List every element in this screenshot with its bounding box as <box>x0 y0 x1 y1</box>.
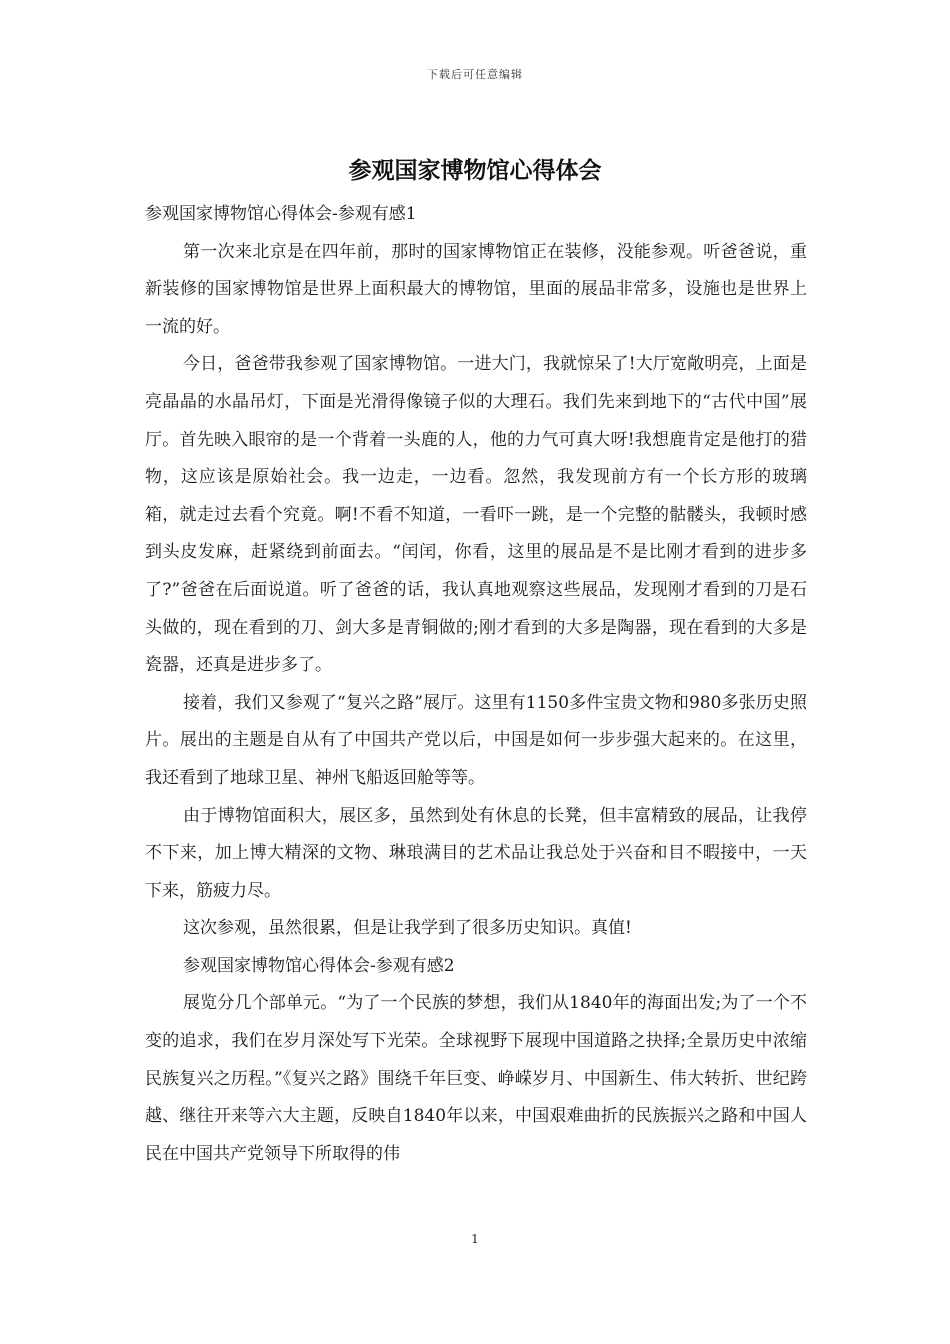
paragraph: 第一次来北京是在四年前，那时的国家博物馆正在装修，没能参观。听爸爸说，重新装修的国家博物馆是世界上面积最大的博物馆，里面的展品非常多，设施也是世界上一流的好。 <box>145 241 807 337</box>
header-note: 下载后可任意编辑 <box>427 68 523 81</box>
document-body <box>145 196 807 1173</box>
section-subtitle-2: 参观国家博物馆心得体会-参观有感2 <box>183 955 455 976</box>
document-title: 参观国家博物馆心得体会 <box>348 158 602 184</box>
section-subtitle-1: 参观国家博物馆心得体会-参观有感1 <box>145 204 417 224</box>
paragraph: 这次参观，虽然很累，但是让我学到了很多历史知识。真值! <box>183 918 632 939</box>
page-number: 1 <box>471 1232 479 1246</box>
paragraph: 展览分几个部单元。“为了一个民族的梦想，我们从1840年的海面出发;为了一个不变的追求，我们在岁月深处写下光荣。全球视野下展现中国道路之抉择;全景历史中浓缩民族复兴之历程。”《复兴之路》围绕千年巨变、峥嵘岁月、中国新生、伟大转折、世纪跨越、继往开来等六大主题，反映自1840年以来，中国艰难曲折的民族振兴之路和中国人民在中国共产党领导下所取得的伟 <box>145 993 807 1164</box>
paragraph: 由于博物馆面积大，展区多，虽然到处有休息的长凳，但丰富精致的展品，让我停不下来，加上博大精深的文物、琳琅满目的艺术品让我总处于兴奋和目不暇接中，一天下来，筋疲力尽。 <box>145 805 807 901</box>
paragraph: 接着，我们又参观了“复兴之路”展厅。这里有1150多件宝贵文物和980多张历史照片。展出的主题是自从有了中国共产党以后，中国是如何一步步强大起来的。在这里，我还看到了地球卫星、神州飞船返回舱等等。 <box>145 692 807 788</box>
paragraph: 今日，爸爸带我参观了国家博物馆。一进大门，我就惊呆了!大厅宽敞明亮，上面是亮晶晶的水晶吊灯，下面是光滑得像镜子似的大理石。我们先来到地下的“古代中国”展厅。首先映入眼帘的是一个背着一头鹿的人，他的力气可真大呀!我想鹿肯定是他打的猎物，这应该是原始社会。我一边走，一边看。忽然，我发现前方有一个长方形的玻璃箱，就走过去看个究竟。啊!不看不知道，一看吓一跳，是一个完整的骷髅头，我顿时感到头皮发麻，赶紧绕到前面去。“闰闰，你看，这里的展品是不是比刚才看到的进步多了?”爸爸在后面说道。听了爸爸的话，我认真地观察这些展品，发现刚才看到的刀是石头做的，现在看到的刀、剑大多是青铜做的;刚才看到的大多是陶器，现在看到的大多是瓷器，还真是进步多了。 <box>145 354 807 676</box>
